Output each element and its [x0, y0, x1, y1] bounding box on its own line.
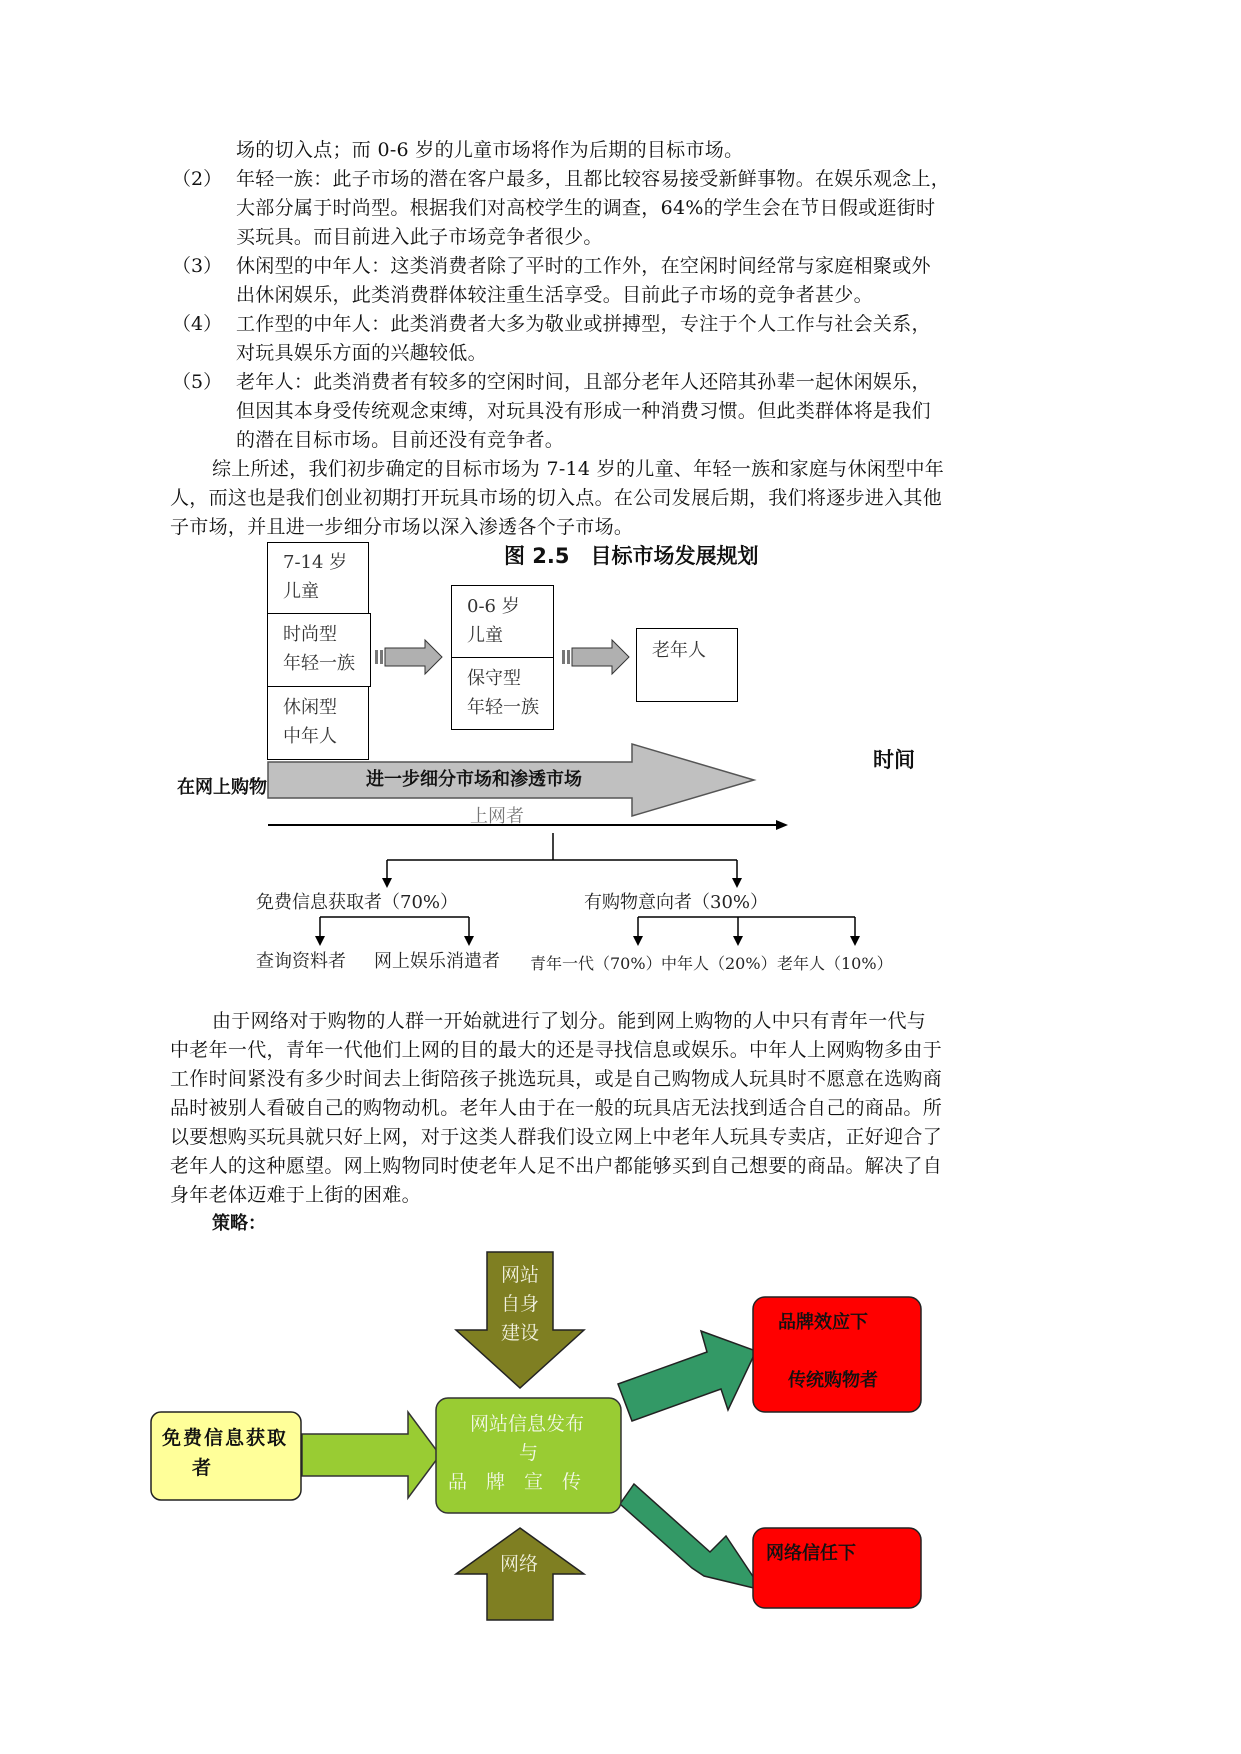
box-label: 7-14 岁 [283, 552, 348, 573]
tree-leaf: 中年人（20%） [661, 954, 777, 973]
text-line: 人，而这也是我们创业初期打开玩具市场的切入点。在公司发展后期，我们将逐步进入其他 [170, 487, 943, 509]
free-info-label: 者 [192, 1457, 212, 1479]
text-line: 工作时间紧没有多少时间去上街陪孩子挑选玩具，或是自己购物成人玩具时不愿意在选购商 [170, 1068, 943, 1090]
strategy-heading: 策略： [212, 1213, 266, 1234]
top-arrow-label: 网站 [501, 1264, 540, 1286]
box-label: 时尚型 [283, 624, 337, 645]
center-box-label: 品 牌 宣 传 [448, 1471, 582, 1493]
text-line: 买玩具。而目前进入此子市场竞争者很少。 [236, 226, 603, 248]
tree-right: 有购物意向者（30%） [584, 892, 769, 913]
tree-leaf: 网上娱乐消遣者 [374, 951, 500, 972]
text-line: 的潜在目标市场。目前还没有竞争者。 [236, 429, 565, 451]
figure-title: 图 2.5 目标市场发展规划 [504, 544, 759, 568]
text-line: 以要想购买玩具就只好上网，对于这类人群我们设立网上中老年人玩具专卖店，正好迎合了 [170, 1126, 943, 1148]
bottom-arrow-label: 网络 [500, 1553, 539, 1575]
box-label: 中年人 [283, 726, 337, 747]
text-line: 对玩具娱乐方面的兴趣较低。 [236, 342, 487, 364]
top-arrow-label: 自身 [501, 1293, 540, 1315]
text-line: 中老年一代，青年一代他们上网的目的最大的还是寻找信息或娱乐。中年人上网购物多由于 [170, 1039, 943, 1061]
box-label: 年轻一族 [283, 653, 355, 674]
text-line: 身年老体迈难于上街的困难。 [170, 1184, 421, 1206]
text-line: 休闲型的中年人：这类消费者除了平时的工作外，在空闲时间经常与家庭相聚或外 [236, 255, 931, 277]
box-label: 休闲型 [283, 697, 337, 718]
text-line: 老年人的这种愿望。网上购物同时使老年人足不出户都能够买到自己想要的商品。解决了自 [170, 1155, 943, 1177]
text-line: 大部分属于时尚型。根据我们对高校学生的调查，64%的学生会在节日假或逛街时 [236, 197, 936, 219]
box-label: 老年人 [652, 640, 706, 661]
list-number: （5） [172, 371, 223, 393]
top-arrow-label: 建设 [501, 1322, 540, 1344]
tree-leaf: 青年一代（70%） [530, 954, 662, 973]
brand-box-label: 品牌效应下 [778, 1312, 868, 1333]
text-line: 由于网络对于购物的人群一开始就进行了划分。能到网上购物的人中只有青年一代与 [212, 1010, 927, 1032]
box-label: 0-6 岁 [467, 596, 520, 617]
upper-teal-arrow [618, 1331, 756, 1421]
text-line: 老年人：此类消费者有较多的空闲时间，且部分老年人还陪其孙辈一起休闲娱乐， [236, 371, 931, 393]
left-right-arrow [302, 1412, 440, 1498]
tree-lines [320, 833, 855, 938]
list-number: （3） [172, 255, 223, 277]
center-box-label: 与 [519, 1442, 539, 1464]
text-line: 但因其本身受传统观念束缚，对玩具没有形成一种消费习惯。但此类群体将是我们 [236, 400, 931, 422]
center-box-label: 网站信息发布 [470, 1413, 585, 1435]
text-line: 年轻一族：此子市场的潜在客户最多，且都比较容易接受新鲜事物。在娱乐观念上， [236, 168, 951, 190]
brand-box-label: 传统购物者 [788, 1370, 878, 1391]
box-label: 保守型 [467, 668, 521, 689]
tree-leaf: 查询资料者 [256, 951, 346, 972]
text-line: 综上所述，我们初步确定的目标市场为 7-14 岁的儿童、年轻一族和家庭与休闲型中年 [212, 458, 945, 480]
text-line: 出休闲娱乐，此类消费群体较注重生活享受。目前此子市场的竞争者甚少。 [236, 284, 873, 306]
trust-box-label: 网络信任下 [766, 1543, 856, 1564]
big-arrow-label: 进一步细分市场和渗透市场 [366, 769, 582, 790]
trust-box [753, 1528, 921, 1608]
time-label: 时间 [873, 748, 915, 772]
box-label: 儿童 [283, 581, 319, 602]
arrow-a-to-b [375, 640, 442, 674]
lower-teal-arrow [620, 1484, 762, 1590]
text-line: 场的切入点；而 0-6 岁的儿童市场将作为后期的目标市场。 [236, 139, 744, 161]
text-line: 子市场，并且进一步细分市场以深入渗透各个子市场。 [170, 516, 634, 538]
left-label: 在网上购物 [177, 777, 267, 798]
tree-root: 上网者 [470, 806, 524, 827]
text-line: 品时被别人看破自己的购物动机。老年人由于在一般的玩具店无法找到适合自己的商品。所 [170, 1097, 943, 1119]
text-line: 工作型的中年人：此类消费者大多为敬业或拼搏型，专注于个人工作与社会关系， [236, 313, 931, 335]
tree-leaf: 老年人（10%） [777, 954, 893, 973]
list-number: （2） [172, 168, 223, 190]
list-number: （4） [172, 313, 223, 335]
box-label: 儿童 [467, 625, 503, 646]
box-label: 年轻一族 [467, 697, 539, 718]
free-info-label: 免费信息获取 [162, 1427, 289, 1449]
tree-left: 免费信息获取者（70%） [256, 892, 459, 913]
arrow-b-to-c [562, 640, 629, 674]
